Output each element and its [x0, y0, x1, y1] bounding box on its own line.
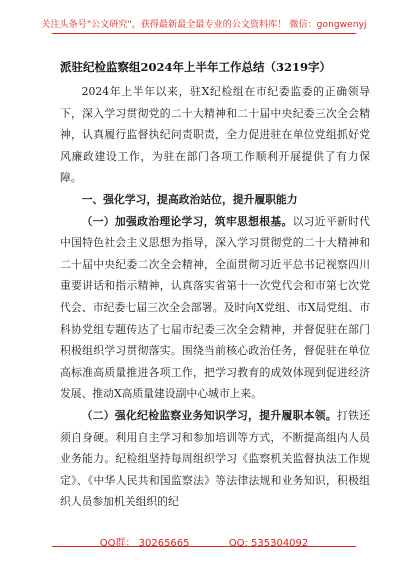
document-body	[60, 81, 370, 513]
promo-banner: 关注头条号"公文研究"，获得最新最全最专业的公文资料库！ 微信：gongwenyj	[41, 20, 367, 30]
qq-number: QQ: 535304092	[228, 538, 309, 549]
subsection-paragraph-1	[60, 211, 370, 405]
subsection-lead: （一）加强政治理论学习，筑牢思想根基。	[81, 214, 293, 228]
document-title: 派驻纪检监察组2024年上半年工作总结（3219字）	[60, 60, 332, 74]
header-divider	[52, 33, 356, 34]
subsection-text-2	[60, 409, 370, 508]
subsection-rest: 打铁还须自身硬。利用自主学习和参加培训等方式，不断提高组内人员业务能力。纪检组坚持每周组织学习《监察机关监督执法工作规定》、《中华人民共和国监察法》等法律法规和业务知识，积极组织人员参加机关组织的纪	[60, 408, 371, 509]
subsection-rest: 以习近平新时代中国特色社会主义思想为指导，深入学习贯彻党的二十大精神和二十届中央纪委二次全会精神，全面贯彻习近平总书记视察四川重要讲话和指示精神，认真落实省第十一次党代会和市第七次党代会、市纪委七届三次全会部署。及时向X党组、市X局党组、市科协党组专题传达了七届市纪委三次全会精神，并督促驻在部门积极组织学习贯彻落实。围绕当前核心政治任务，督促驻在单位高标准高质量推进各项工作，把学习教育的成效体现到促进经济发展、推动X高质量建设副中心城市上来。	[60, 214, 371, 401]
qq-group: QQ群： 30265665	[99, 538, 190, 549]
subsection-lead: （二）强化纪检监察业务知识学习，提升履职本领。	[81, 408, 337, 422]
intro-paragraph: 2024年上半年以来，驻X纪检组在市纪委监委的正确领导下，深入学习贯彻党的二十大精神和二十届中央纪委三次全会精神，认真履行监督执纪问责职责，全力促进驻在单位党组抓好党风廉政建设工作，为驻在部门各项工作顺利开展提供了有力保障。	[60, 85, 370, 185]
footer	[0, 534, 408, 549]
subsection-paragraph-2	[60, 405, 370, 513]
section-heading: 一、强化学习，提高政治站位，提升履职能力	[81, 192, 298, 206]
subsection-text-1	[60, 215, 370, 401]
